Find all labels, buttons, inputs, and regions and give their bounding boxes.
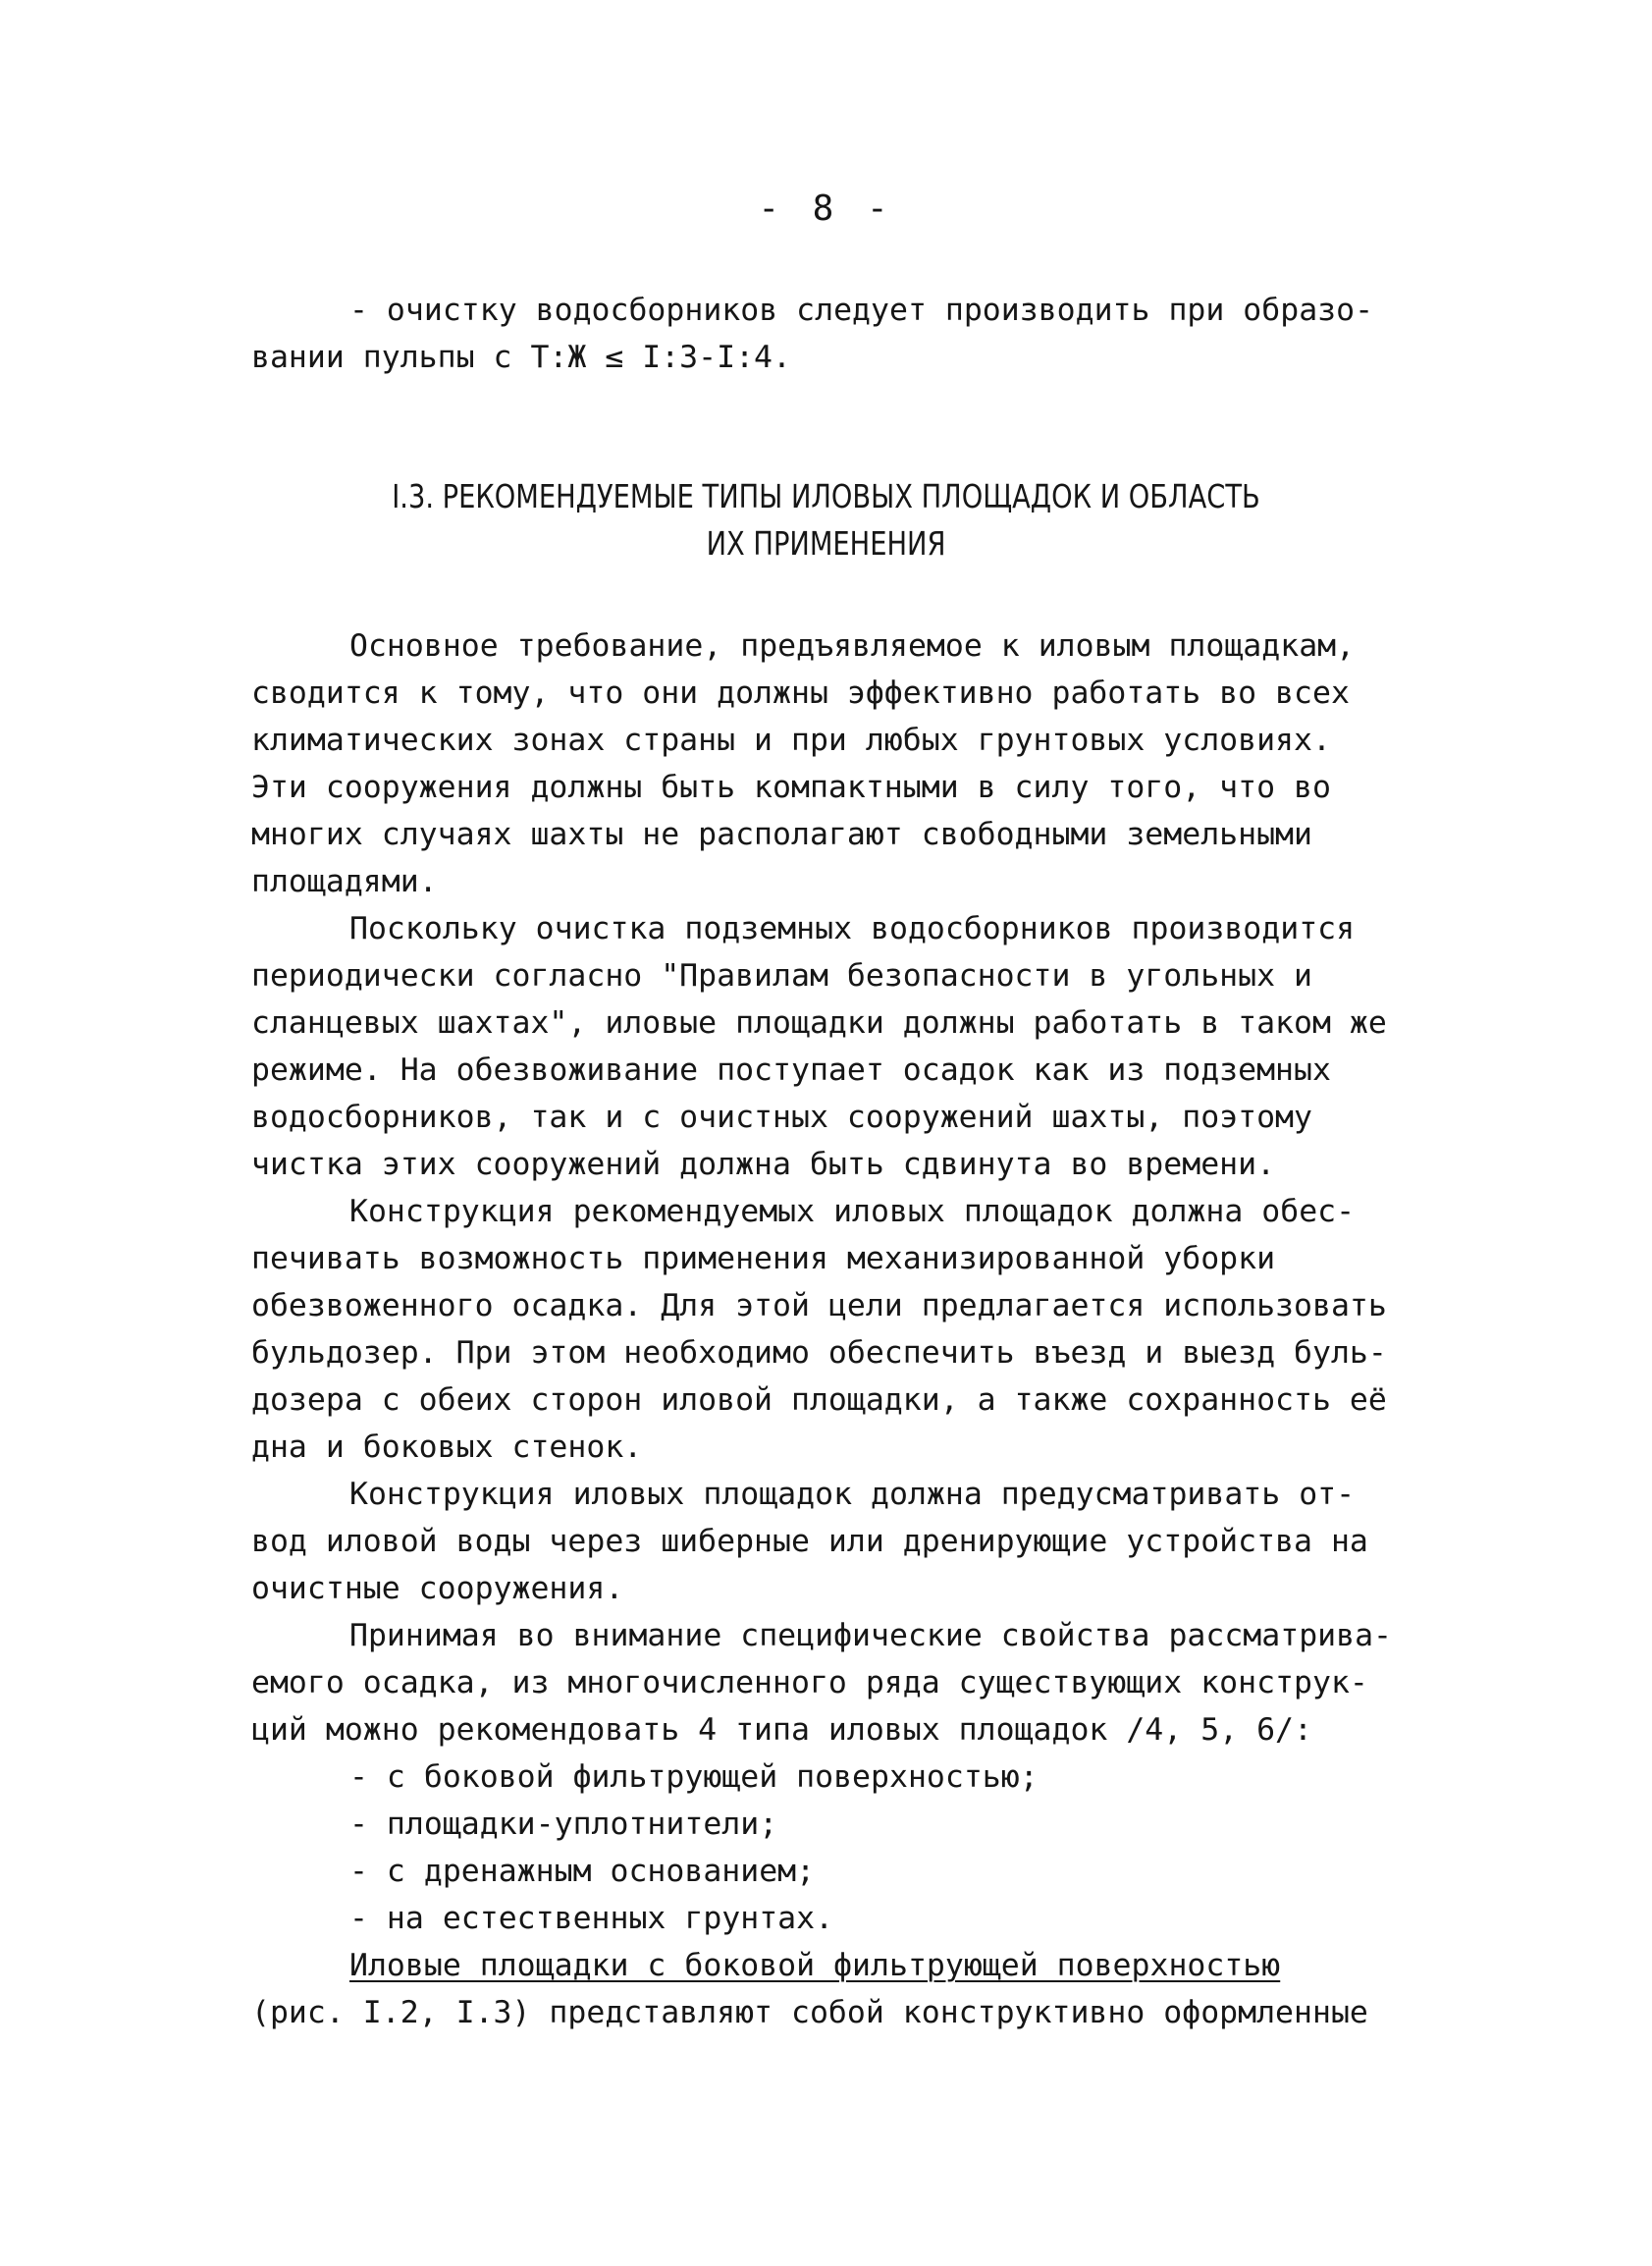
text-line: (рис. I.2, I.3) представляют собой конструктивно оформленные — [251, 1995, 1368, 2030]
text-line: печивать возможность применения механизированной уборки — [251, 1241, 1276, 1276]
text-line: Конструкция иловых площадок должна предусматривать от- — [349, 1477, 1356, 1512]
text-line: бульдозер. При этом необходимо обеспечить въезд и выезд буль- — [251, 1335, 1387, 1371]
intro-line: - очистку водосборников следует производить при образо- — [349, 293, 1374, 328]
body-text — [251, 622, 1410, 2036]
text-line: сланцевых шахтах", иловые площадки должны работать в таком же — [251, 1005, 1387, 1041]
intro-block — [251, 287, 1410, 381]
text-line: чистка этих сооружений должна быть сдвинута во времени. — [251, 1147, 1276, 1182]
section-heading-line: I.3. РЕКОМЕНДУЕМЫЕ ТИПЫ ИЛОВЫХ ПЛОЩАДОК И ОБЛАСТЬ — [392, 477, 1260, 515]
paragraph-3 — [251, 1188, 1410, 1471]
text-line: емого осадка, из многочисленного ряда существующих конструк- — [251, 1665, 1368, 1700]
text-line: сводится к тому, что они должны эффективно работать во всех — [251, 675, 1350, 711]
subsection-title-text: Иловые площадки с боковой фильтрующей поверхностью — [349, 1948, 1281, 1983]
text-line: многих случаях шахты не располагают свободными земельными — [251, 817, 1312, 852]
text-line: очистные сооружения. — [251, 1571, 624, 1606]
text-line: Принимая во внимание специфические свойства рассматрива- — [349, 1618, 1393, 1653]
text-line: обезвоженного осадка. Для этой цели предлагается использовать — [251, 1288, 1387, 1323]
list-item: - площадки-уплотнители; — [349, 1807, 778, 1842]
text-line: дозера с обеих сторон иловой площадки, а также сохранность её — [251, 1382, 1387, 1418]
page-number: - 8 - — [758, 189, 894, 229]
paragraph-1 — [251, 622, 1410, 905]
text-line: периодически согласно "Правилам безопасности в угольных и — [251, 958, 1312, 994]
subsection — [251, 1942, 1410, 2036]
paragraph-2 — [251, 905, 1410, 1188]
subsection-title — [251, 1942, 1410, 1989]
text-line: Основное требование, предъявляемое к иловым площадкам, — [349, 628, 1356, 664]
text-line: водосборников, так и с очистных сооружений шахты, поэтому — [251, 1100, 1312, 1135]
text-line: режиме. На обезвоживание поступает осадок как из подземных — [251, 1052, 1331, 1088]
list-item: - с дренажным основанием; — [349, 1854, 816, 1889]
text-line: Конструкция рекомендуемых иловых площадок должна обес- — [349, 1194, 1356, 1229]
text-line: Эти сооружения должны быть компактными в силу того, что во — [251, 770, 1331, 805]
paragraph-4 — [251, 1471, 1410, 1612]
type-list — [251, 1753, 1410, 1942]
section-heading-line: ИХ ПРИМЕНЕНИЯ — [706, 524, 946, 563]
text-line: вод иловой воды через шиберные или дренирующие устройства на — [251, 1524, 1368, 1559]
list-item: - с боковой фильтрующей поверхностью; — [349, 1759, 1039, 1795]
intro-line: вании пульпы с Т:Ж ≤ I:3-I:4. — [251, 340, 791, 375]
text-line: дна и боковых стенок. — [251, 1430, 643, 1465]
paragraph-5 — [251, 1612, 1410, 1753]
text-line: Поскольку очистка подземных водосборников производится — [349, 911, 1356, 946]
list-item: - на естественных грунтах. — [349, 1901, 834, 1936]
text-line: площадями. — [251, 864, 438, 899]
section-heading — [66, 473, 1585, 567]
text-line: климатических зонах страны и при любых грунтовых условиях. — [251, 723, 1331, 758]
text-line: ций можно рекомендовать 4 типа иловых площадок /4, 5, 6/: — [251, 1712, 1312, 1748]
